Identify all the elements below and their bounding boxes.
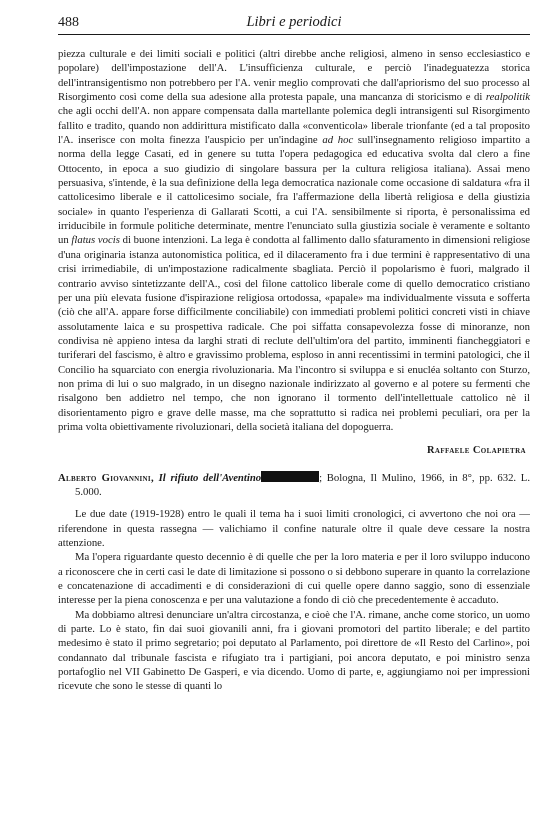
review-continuation-paragraph: [58, 47, 530, 434]
review-paragraph-1: Le due date (1919-1928) entro le quali il tema ha i suoi limiti cronologici, ci avvertono che noi ora — riferendone in questa rassegna — valichiamo il confine naturale oltre il quale deve cessare la nostra attenzione.: [58, 508, 530, 549]
reviewer-signature: Raffaele Colapietra: [427, 445, 526, 457]
review-paragraph-2: Ma l'opera riguardante questo decennio è di quelle che per la loro materia e per il loro sviluppo inducono a riconoscere che in certi casi le date di limitazione si possono o si debbono superare in quanto la correlazione e concatenazione di accadimenti e di considerazioni di cui quelle opere danno saggio, sono di essenziale interesse per la piena conoscenza e per una valutazione a fondo di ciò che precedentemente è accaduto.: [58, 551, 530, 607]
italic-term: flatus vocis: [71, 234, 120, 247]
italic-term: ad hoc: [322, 134, 354, 147]
text-run: piezza culturale e dei limiti sociali e politici (altri direbbe anche religiosi, almeno in senso ecclesiastico e popolare) dell'impostazione dell'A. L'insufficienza culturale, e perciò l'inadeguatezza storica dell'intransigentismo non potrebbero per l'A. venir meglio comprovati che dall'apriorismo del suo processo al Risorgimento così come della sua adesione alla protesta papale, una mancanza di storicismo e di: [58, 48, 530, 104]
page-number: 488: [58, 15, 79, 30]
text-run: sull'insegnamento religioso impartito a norma della legge Casati, ed in genere su tutta l'opera pedagogica ed educativa svolta dal clero a fine Ottocento, in epoca a suo giudizio di singolare bassura per la cultura religiosa italiana). Assai meno persuasiva, s'intende, è la sua definizione della lega democratica nazionale come occasione di saldatura «fra il cattolicesimo liberale e il cattolicesimo sociale, fra l'affermazione della libertà religiosa e della giustizia sociale» in quanto l'esperienza di Gallarati Scotti, a cui l'A. sensibilmente si riporta, è personalissima ed irriducibile in formule politiche determinate, mentre l'enunciato sulla giustizia sociale è veramente e soltanto un: [58, 134, 530, 247]
redacted-mark: [261, 471, 319, 482]
italic-term: realpolitik: [485, 91, 530, 104]
running-title: Libri e periodici: [246, 14, 342, 30]
review-paragraph-3: Ma dobbiamo altresì denunciare un'altra circostanza, e cioè che l'A. rimane, anche come storico, un uomo di parte. Lo è stato, fin dai suoi giovanili anni, fra i giovani promotori del partito liberale; e del partito medesimo è stato il primo segretario; poi deputato al Parlamento, poi direttore de «Il Resto del Carlino», poi condannato dal tribunale fascista e rifugiato tra i partigiani, poi ancora deputato, e poi ministro senza portafoglio nel VII Gabinetto De Gasperi, e via dicendo. Uomo di parte, e, aggiungiamo noi per impressioni ricevute che sono le stesse di quanti lo: [58, 608, 530, 693]
book-title: Il rifiuto dell'Aventino: [158, 471, 262, 484]
book-author: Alberto Giovannini,: [58, 471, 154, 484]
page-body: [58, 47, 530, 694]
book-citation: [58, 471, 530, 500]
text-run: che agli occhi dell'A. non appare compensata dalla martellante polemica degli intransigenti sul Risorgimento fallito e tradito, quando non addirittura mistificato dalla «conventicola» liberale trionfante (ed a tal proposito l'A. inserisce con molta finezza l'auspicio per un'indagine: [58, 105, 530, 147]
book-publication-details: ; Bologna, Il Mulino, 1966, in 8°, pp. 632. L. 5.000.: [75, 471, 530, 498]
text-run: di buone intenzioni. La lega è condotta al fallimento dallo sfaturamento in dimensioni religiose d'una originaria istanza autonomistica politica, ed il dilaceramento fra i due termini è rappresentativo di una crisi irrimediabile, di un'impostazione radicalmente sbagliata. Perciò il popolarismo è fuori, malgrado il contrario avviso sintetizzante dell'A., così del filone cattolico liberale come di quello democratico cristiano per una più elevata fusione d'ispirazione religiosa ortodossa, «papale» ma individualmente vissuta e sofferta (ciò che all'A. appare forse difficilmente conciliabile) con immediati problemi politici concreti visti in chiave assolutamente laica e su prospettiva radicale. Che poi siffatta consapevolezza fosse di minoranze, non condivisa nè appieno intesa da larghi strati di reclute dell'ultim'ora del partito, imminenti fiancheggiatori e turiferari del fascismo, è altro e gravissimo problema, esploso in anni recentissimi in termini patologici, che il Concilio ha squarciato con energia rivoluzionaria. Ma l'incontro si sviluppa e si enucléa soltanto con Sturzo, non prima di lui o suo malgrado, in un disegno nazionale indirizzato al governo e al potere su fermenti che risalgono ben addietro nel tempo, che non ignorano il tormento dell'intellettuale cattolico nè il disorientamento pigro e grave delle masse, ma che soprattutto si radica nei problemi peculiari, ora per la prima volta obiettivamente rivoluzionari, della società italiana del dopoguerra.: [58, 234, 530, 433]
page-header: [58, 14, 530, 35]
